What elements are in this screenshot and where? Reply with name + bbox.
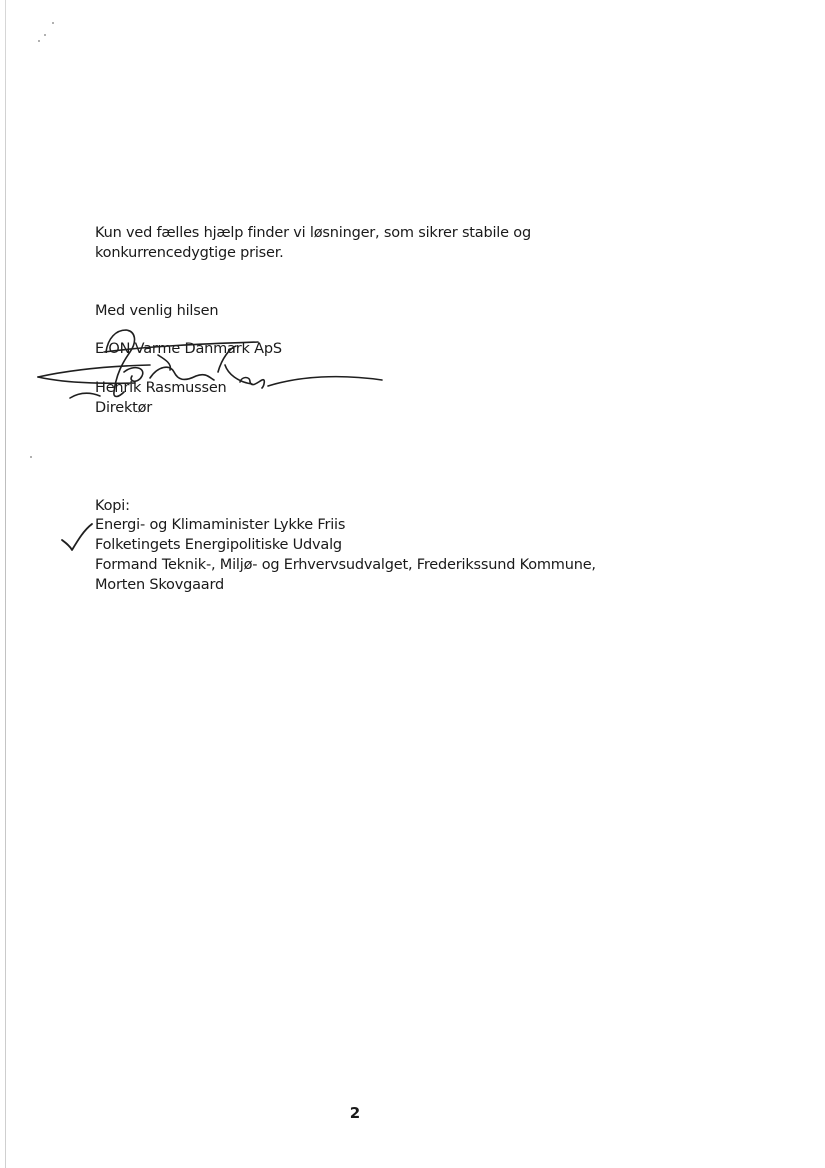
copy-recipient: Formand Teknik-, Miljø- og Erhvervsudvalget, Frederikssund Kommune, (95, 557, 596, 573)
scan-speck (30, 456, 32, 458)
body-paragraph-line-2: konkurrencedygtige priser. (95, 245, 284, 261)
page-number: 2 (349, 1104, 361, 1122)
checkmark-icon (62, 524, 92, 550)
copy-label: Kopi: (95, 498, 130, 514)
scan-edge-line (5, 0, 6, 1168)
company-name: E.ON Varme Danmark ApS (95, 341, 282, 357)
scan-speck (52, 22, 54, 24)
scan-speck (38, 40, 40, 42)
signer-title: Direktør (95, 400, 153, 416)
copy-recipient: Energi- og Klimaminister Lykke Friis (95, 517, 346, 533)
body-paragraph-line-1: Kun ved fælles hjælp finder vi løsninger, som sikrer stabile og (95, 225, 531, 241)
scan-speck (44, 34, 46, 36)
copy-recipient: Folketingets Energipolitiske Udvalg (95, 537, 342, 553)
copy-recipient: Morten Skovgaard (95, 577, 224, 593)
signer-name: Henrik Rasmussen (95, 380, 227, 396)
closing-salutation: Med venlig hilsen (95, 303, 219, 319)
